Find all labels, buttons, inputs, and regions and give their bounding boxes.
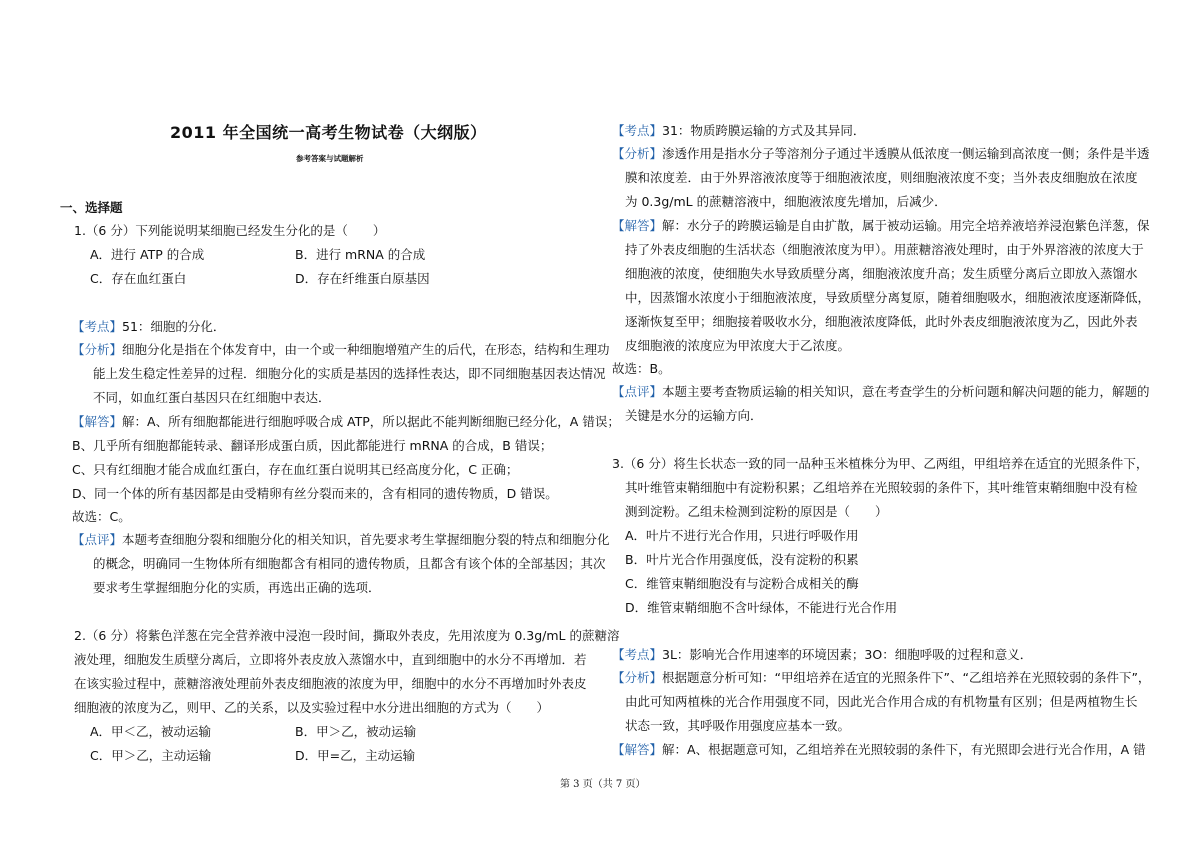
q3-option-b: B．叶片光合作用强度低，没有淀粉的积累: [625, 552, 859, 567]
q1-fenxi-3: 不同，如血红蛋白基因只在红细胞中表达．: [93, 390, 331, 405]
q1-stem: 1.（6 分）下列能说明某细胞已经发生分化的是（ ）: [74, 223, 386, 238]
q1-jieda-2: B、几乎所有细胞都能转录、翻译形成蛋白质，因此都能进行 mRNA 的合成，B 错误；: [72, 438, 553, 453]
section-heading: 一、选择题: [60, 200, 123, 215]
page-footer: 第 3 页（共 7 页）: [560, 779, 646, 790]
fenxi-text-1: 细胞分化是指在个体发育中，由一个或一种细胞增殖产生的后代，在形态，结构和生理功: [122, 342, 610, 357]
q1-jieda-3: C、只有红细胞才能合成血红蛋白，存在血红蛋白说明其已经高度分化，C 正确；: [72, 462, 519, 477]
q2-option-b: B．甲＞乙，被动运输: [295, 724, 417, 739]
q3-option-a: A．叶片不进行光合作用，只进行呼吸作用: [625, 528, 859, 543]
q1-jieda-4: D、同一个体的所有基因都是由受精卵有丝分裂而来的，含有相同的遗传物质，D 错误。: [72, 486, 558, 501]
q3-jieda: [612, 740, 1146, 758]
q1-jieda: [72, 412, 620, 430]
page-title: 2011 年全国统一高考生物试卷（大纲版）: [170, 123, 487, 142]
fenxi-text-1: 渗透作用是指水分子等溶剂分子通过半透膜从低浓度一侧运输到高浓度一侧；条件是半透: [662, 146, 1150, 161]
q3-option-d: D．维管束鞘细胞不含叶绿体，不能进行光合作用: [625, 600, 898, 615]
q1-option-b: B．进行 mRNA 的合成: [295, 247, 426, 262]
q2-jieda: [612, 216, 1150, 234]
q2-dianping: [612, 382, 1150, 400]
q1-kaodian: [72, 317, 225, 335]
kaodian-text: 31：物质跨膜运输的方式及其异同．: [662, 123, 866, 138]
jieda-text-1: 解：水分子的跨膜运输是自由扩散，属于被动运输。用完全培养液培养浸泡紫色洋葱，保: [662, 218, 1150, 233]
q2-jieda-4: 中，因蒸馏水浓度小于细胞液浓度，导致质壁分离复原，随着细胞吸水，细胞液浓度逐渐降低，: [625, 290, 1151, 305]
q2-option-c: C．甲＞乙，主动运输: [90, 748, 212, 763]
dianping-tag: 【点评】: [612, 384, 663, 399]
jieda-text-1: 解：A、根据题意可知，乙组培养在光照较弱的条件下，有光照即会进行光合作用，A 错: [662, 742, 1146, 757]
jieda-tag: 【解答】: [612, 218, 663, 233]
q3-fenxi: [612, 668, 1150, 686]
q3-fenxi-3: 状态一致，其呼吸作用强度应基本一致。: [625, 718, 851, 733]
q3-stem-1: 3.（6 分）将生长状态一致的同一品种玉米植株分为甲、乙两组，甲组培养在适宜的光照条件下，: [612, 456, 1149, 471]
q2-dianping-2: 关键是水分的运输方向．: [625, 408, 763, 423]
q2-option-a: A．甲＜乙，被动运输: [90, 724, 212, 739]
q1-dianping-3: 要求考生掌握细胞分化的实质，再选出正确的选项．: [93, 580, 381, 595]
kaodian-tag: 【考点】: [612, 647, 663, 662]
fenxi-text-1: 根据题意分析可知：“甲组培养在适宜的光照条件下”、“乙组培养在光照较弱的条件下”，: [662, 670, 1151, 685]
q2-kaodian: [612, 121, 865, 139]
q2-fenxi: [612, 144, 1150, 162]
q1-option-a: A．进行 ATP 的合成: [90, 247, 205, 262]
kaodian-text: 3L：影响光合作用速率的环境因素；3O：细胞呼吸的过程和意义．: [662, 647, 1033, 662]
q3-fenxi-2: 由此可知两植株的光合作用强度不同，因此光合作用合成的有机物量有区别；但是两植物生长: [625, 694, 1138, 709]
q1-option-d: D．存在纤维蛋白原基因: [295, 271, 430, 286]
kaodian-text: 51：细胞的分化．: [122, 319, 226, 334]
q2-jieda-3: 细胞液的浓度，使细胞失水导致质壁分离，细胞液浓度升高；发生质壁分离后立即放入蒸馏水: [625, 266, 1138, 281]
q1-fenxi: [72, 340, 610, 358]
q2-answer: 故选：B。: [612, 361, 671, 376]
q1-dianping-2: 的概念，明确同一生物体所有细胞都含有相同的遗传物质，且都含有该个体的全部基因；其次: [93, 556, 606, 571]
q2-stem-2: 液处理，细胞发生质壁分离后，立即将外表皮放入蒸馏水中，直到细胞中的水分不再增加．若: [74, 652, 587, 667]
q3-stem-2: 其叶维管束鞘细胞中有淀粉积累；乙组培养在光照较弱的条件下，其叶维管束鞘细胞中没有检: [625, 480, 1138, 495]
q2-stem-3: 在该实验过程中，蔗糖溶液处理前外表皮细胞液的浓度为甲，细胞中的水分不再增加时外表皮: [74, 676, 587, 691]
q2-stem-4: 细胞液的浓度为乙，则甲、乙的关系，以及实验过程中水分进出细胞的方式为（ ）: [74, 700, 550, 715]
q2-fenxi-3: 为 0.3g/mL 的蔗糖溶液中，细胞液浓度先增加，后减少．: [625, 194, 947, 209]
kaodian-tag: 【考点】: [72, 319, 123, 334]
q1-fenxi-2: 能上发生稳定性差异的过程．细胞分化的实质是基因的选择性表达，即不同细胞基因表达情况: [93, 366, 606, 381]
fenxi-tag: 【分析】: [612, 146, 663, 161]
q2-jieda-2: 持了外表皮细胞的生活状态（细胞液浓度为甲）。用蔗糖溶液处理时，由于外界溶液的浓度大于: [625, 242, 1144, 257]
q2-option-d: D．甲=乙，主动运输: [295, 748, 416, 763]
dianping-text-1: 本题主要考查物质运输的相关知识，意在考查学生的分析问题和解决问题的能力，解题的: [662, 384, 1150, 399]
q3-option-c: C．维管束鞘细胞没有与淀粉合成相关的酶: [625, 576, 859, 591]
kaodian-tag: 【考点】: [612, 123, 663, 138]
q2-fenxi-2: 膜和浓度差．由于外界溶液浓度等于细胞液浓度，则细胞液浓度不变；当外表皮细胞放在浓度: [625, 170, 1138, 185]
dianping-text-1: 本题考查细胞分裂和细胞分化的相关知识，首先要求考生掌握细胞分裂的特点和细胞分化: [122, 532, 610, 547]
q2-jieda-6: 皮细胞液的浓度应为甲浓度大于乙浓度。: [625, 338, 851, 353]
jieda-tag: 【解答】: [612, 742, 663, 757]
q1-answer: 故选：C。: [72, 509, 131, 524]
q3-kaodian: [612, 645, 1032, 663]
jieda-tag: 【解答】: [72, 414, 123, 429]
dianping-tag: 【点评】: [72, 532, 123, 547]
q1-option-c: C．存在血红蛋白: [90, 271, 187, 286]
fenxi-tag: 【分析】: [612, 670, 663, 685]
jieda-text-1: 解：A、所有细胞都能进行细胞呼吸合成 ATP，所以据此不能判断细胞已经分化，A 错误；: [122, 414, 620, 429]
page-subtitle: 参考答案与试题解析: [296, 154, 364, 163]
q2-stem-1: 2.（6 分）将紫色洋葱在完全营养液中浸泡一段时间，撕取外表皮，先用浓度为 0.3g/mL 的蔗糖溶: [74, 628, 620, 643]
q1-dianping: [72, 530, 610, 548]
q2-jieda-5: 逐渐恢复至甲；细胞接着吸收水分，细胞液浓度降低，此时外表皮细胞液浓度为乙，因此外表: [625, 314, 1138, 329]
fenxi-tag: 【分析】: [72, 342, 123, 357]
q3-stem-3: 测到淀粉。乙组未检测到淀粉的原因是（ ）: [625, 504, 888, 519]
